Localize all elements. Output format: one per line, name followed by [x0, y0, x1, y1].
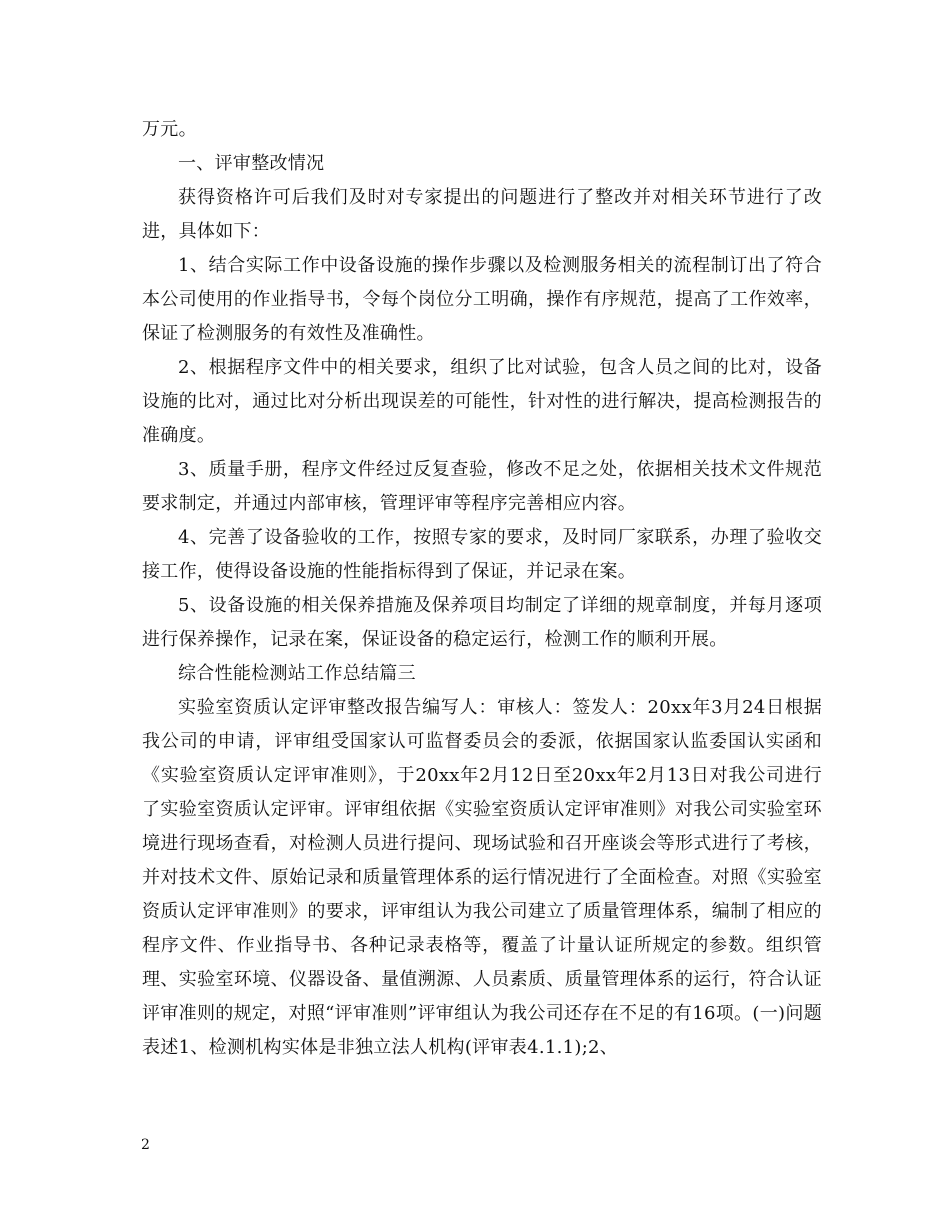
list-item-5: 5、设备设施的相关保养措施及保养项目均制定了详细的规章制度，并每月逐项进行保养操作，记录在案，保证设备的稳定运行，检测工作的顺利开展。	[142, 595, 822, 650]
section-title-part-three: 综合性能检测站工作总结篇三	[178, 663, 416, 684]
paragraph-report: 实验室资质认定评审整改报告编写人：审核人：签发人：20xx年3月24日根据我公司的申请，评审组受国家认可监督委员会的委派，依据国家认监委国认实函和《实验室资质认定评审准则》，于20xx年2月12日至20xx年2月13日对我公司进行了实验室资质认定评审。评审组依据《实验室资质认定评审准则》对我公司实验室环境进行现场查看，对检测人员进行提问、现场试验和召开座谈会等形式进行了考核，并对技术文件、原始记录和质量管理体系的运行情况进行了全面检查。对照《实验室资质认定评审准则》的要求，评审组认为我公司建立了质量管理体系，编制了相应的程序文件、作业指导书、各种记录表格等，覆盖了计量认证所规定的参数。组织管理、实验室环境、仪器设备、量值溯源、人员素质、质量管理体系的运行，符合认证评审准则的规定，对照“评审准则”评审组认为我公司还存在不足的有16项。(一)问题表述1、检测机构实体是非独立法人机构(评审表4.1.1);2、	[142, 697, 822, 1058]
list-item-3: 3、质量手册，程序文件经过反复查验，修改不足之处，依据相关技术文件规范要求制定，并通过内部审核，管理评审等程序完善相应内容。	[142, 459, 822, 514]
list-item-4: 4、完善了设备验收的工作，按照专家的要求，及时同厂家联系，办理了验收交接工作，使得设备设施的性能指标得到了保证，并记录在案。	[142, 527, 822, 582]
paragraph-1: 万元。	[142, 119, 197, 140]
document-body	[142, 113, 822, 1065]
list-item-1: 1、结合实际工作中设备设施的操作步骤以及检测服务相关的流程制订出了符合本公司使用的作业指导书，令每个岗位分工明确，操作有序规范，提高了工作效率，保证了检测服务的有效性及准确性。	[142, 255, 822, 344]
section-heading-rectification: 一、评审整改情况	[178, 153, 325, 174]
paragraph-3: 获得资格许可后我们及时对专家提出的问题进行了整改并对相关环节进行了改进，具体如下：	[142, 187, 822, 242]
list-item-2: 2、根据程序文件中的相关要求，组织了比对试验，包含人员之间的比对，设备设施的比对，通过比对分析出现误差的可能性，针对性的进行解决，提高检测报告的准确度。	[142, 357, 822, 446]
page-number: 2	[141, 1137, 150, 1153]
